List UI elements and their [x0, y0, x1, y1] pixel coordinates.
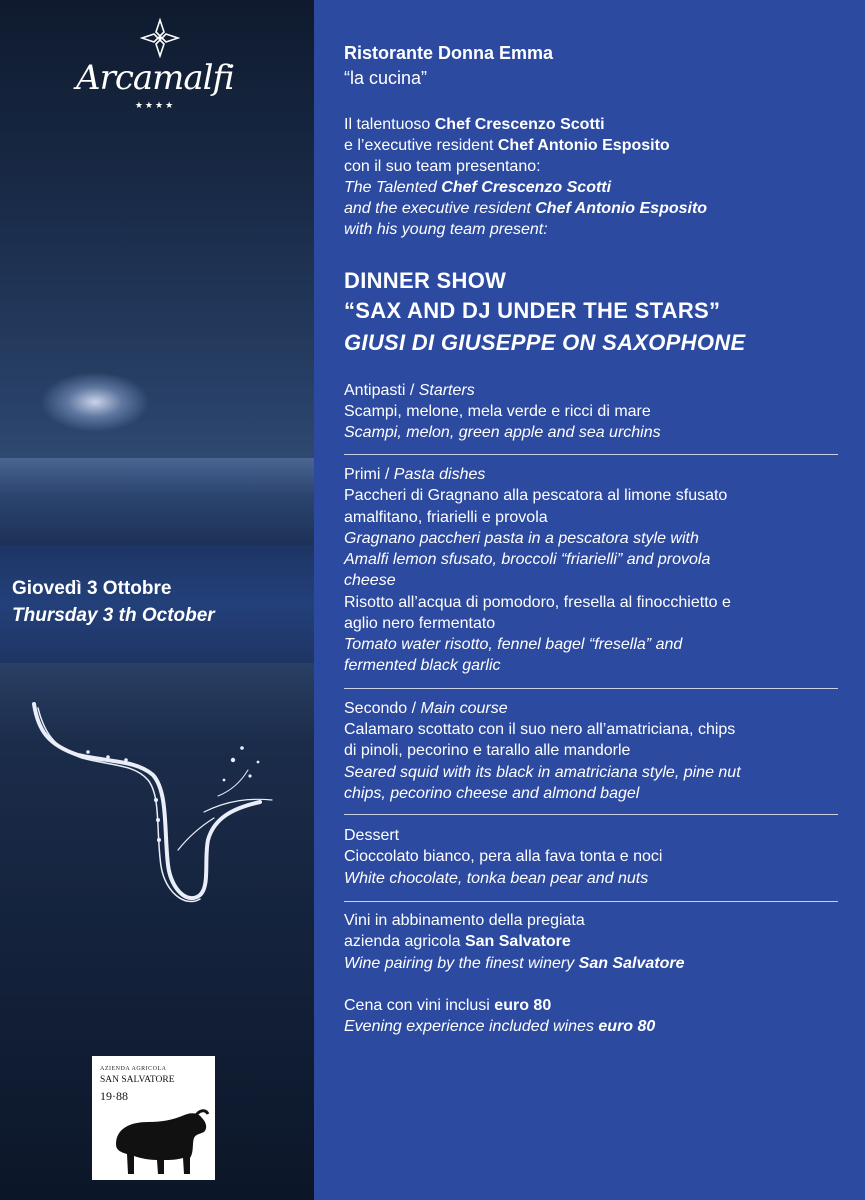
price-english — [344, 1016, 854, 1037]
event-date-english: Thursday 3 th October — [12, 605, 215, 626]
show-title: DINNER SHOW — [344, 268, 507, 293]
pasta-2-it-line-1: Risotto all’acqua di pomodoro, fresella al finocchietto e — [344, 594, 731, 611]
pasta-1-en-line-3: cheese — [344, 572, 396, 589]
chef-name: Chef Crescenzo Scotti — [434, 116, 605, 133]
course-heading-starters — [344, 380, 854, 401]
chef-name: Chef Antonio Esposito — [497, 137, 670, 154]
date-band — [0, 545, 314, 663]
winery-name: San Salvatore — [464, 933, 571, 950]
hotel-star-rating: ★★★★ — [134, 100, 176, 110]
pasta-2-en-line-2: fermented black garlic — [344, 657, 501, 674]
divider — [344, 688, 838, 689]
pasta-1-en-line-2: Amalfi lemon sfusato, broccoli “friarielli” and provola — [344, 551, 711, 568]
saxophone-illustration — [28, 700, 278, 920]
wine-text: Wine pairing by the finest winery — [344, 955, 579, 972]
wine-line-2 — [344, 931, 854, 952]
intro-text: The Talented — [344, 179, 442, 196]
chef-name: Chef Crescenzo Scotti — [441, 179, 612, 196]
intro-text: e l’executive resident — [344, 137, 498, 154]
starter-en: Scampi, melon, green apple and sea urchins — [344, 424, 661, 441]
heading-en: Main course — [420, 700, 508, 717]
winery-logo — [92, 1056, 215, 1180]
main-it-line-1: Calamaro scottato con il suo nero all’amatriciana, chips — [344, 721, 736, 738]
divider — [344, 901, 838, 902]
sea-horizon — [0, 458, 314, 548]
heading-en: Pasta dishes — [393, 466, 486, 483]
intro-text: Il talentuoso — [344, 116, 435, 133]
buffalo-icon — [110, 1104, 210, 1176]
main-en-line-1: Seared squid with its black in amatriciana style, pine nut — [344, 764, 741, 781]
wine-line-3 — [344, 953, 854, 974]
winery-logo-subtitle: AZIENDA AGRICOLA — [100, 1066, 167, 1072]
intro-line-2 — [344, 135, 854, 156]
pasta-1-it-line-2: amalfitano, friarielli e provola — [344, 509, 548, 526]
main-it-line-2: di pinoli, pecorino e tarallo alle mandorle — [344, 742, 631, 759]
heading-it: Primi / — [344, 466, 394, 483]
intro-line-1 — [344, 114, 854, 135]
divider — [344, 814, 838, 815]
course-heading-main — [344, 698, 854, 719]
heading-it: Antipasti / — [344, 382, 419, 399]
hotel-logo — [50, 18, 260, 110]
show-performer: GIUSI DI GIUSEPPE ON SAXOPHONE — [344, 330, 746, 355]
intro-line-6: with his young team present: — [344, 221, 548, 238]
pasta-2-it-line-2: aglio nero fermentato — [344, 615, 496, 632]
menu-panel — [314, 0, 865, 1200]
wine-line-1: Vini in abbinamento della pregiata — [344, 912, 585, 929]
winery-logo-year: 19·88 — [100, 1089, 128, 1103]
main-en-line-2: chips, pecorino cheese and almond bagel — [344, 785, 640, 802]
winery-logo-name: SAN SALVATORE — [100, 1075, 175, 1085]
wine-text: azienda agricola — [344, 933, 465, 950]
price-amount: euro 80 — [494, 997, 552, 1014]
dessert-it: Cioccolato bianco, pera alla fava tonta e noci — [344, 848, 663, 865]
restaurant-tagline: “la cucina” — [344, 68, 428, 88]
price-italian — [344, 995, 854, 1016]
starter-it: Scampi, melone, mela verde e ricci di mare — [344, 403, 651, 420]
heading-en: Starters — [418, 382, 475, 399]
intro-line-4 — [344, 177, 854, 198]
hotel-logo-wordmark: Arcamalfi — [76, 58, 234, 98]
divider — [344, 454, 838, 455]
chef-name: Chef Antonio Esposito — [535, 200, 708, 217]
winery-name: San Salvatore — [578, 955, 685, 972]
price-text: Evening experience included wines — [344, 1018, 599, 1035]
left-photo-panel — [0, 0, 314, 1200]
dessert-en: White chocolate, tonka bean pear and nuts — [344, 870, 649, 887]
show-subtitle: “SAX AND DJ UNDER THE STARS” — [344, 298, 721, 323]
course-heading-dessert: Dessert — [344, 827, 400, 844]
moonlit-cloud — [40, 372, 150, 432]
price-amount: euro 80 — [598, 1018, 656, 1035]
event-date-italian: Giovedì 3 Ottobre — [12, 578, 172, 599]
course-heading-pasta — [344, 464, 854, 485]
pasta-1-it-line-1: Paccheri di Gragnano alla pescatora al limone sfusato — [344, 487, 728, 504]
heading-it: Secondo / — [344, 700, 421, 717]
pasta-2-en-line-1: Tomato water risotto, fennel bagel “fresella” and — [344, 636, 683, 653]
price-text: Cena con vini inclusi — [344, 997, 495, 1014]
compass-star-icon — [140, 18, 180, 58]
intro-line-3: con il suo team presentano: — [344, 158, 541, 175]
intro-text: and the executive resident — [344, 200, 536, 217]
intro-line-5 — [344, 198, 854, 219]
restaurant-name: Ristorante Donna Emma — [344, 43, 554, 63]
pasta-1-en-line-1: Gragnano paccheri pasta in a pescatora style with — [344, 530, 699, 547]
